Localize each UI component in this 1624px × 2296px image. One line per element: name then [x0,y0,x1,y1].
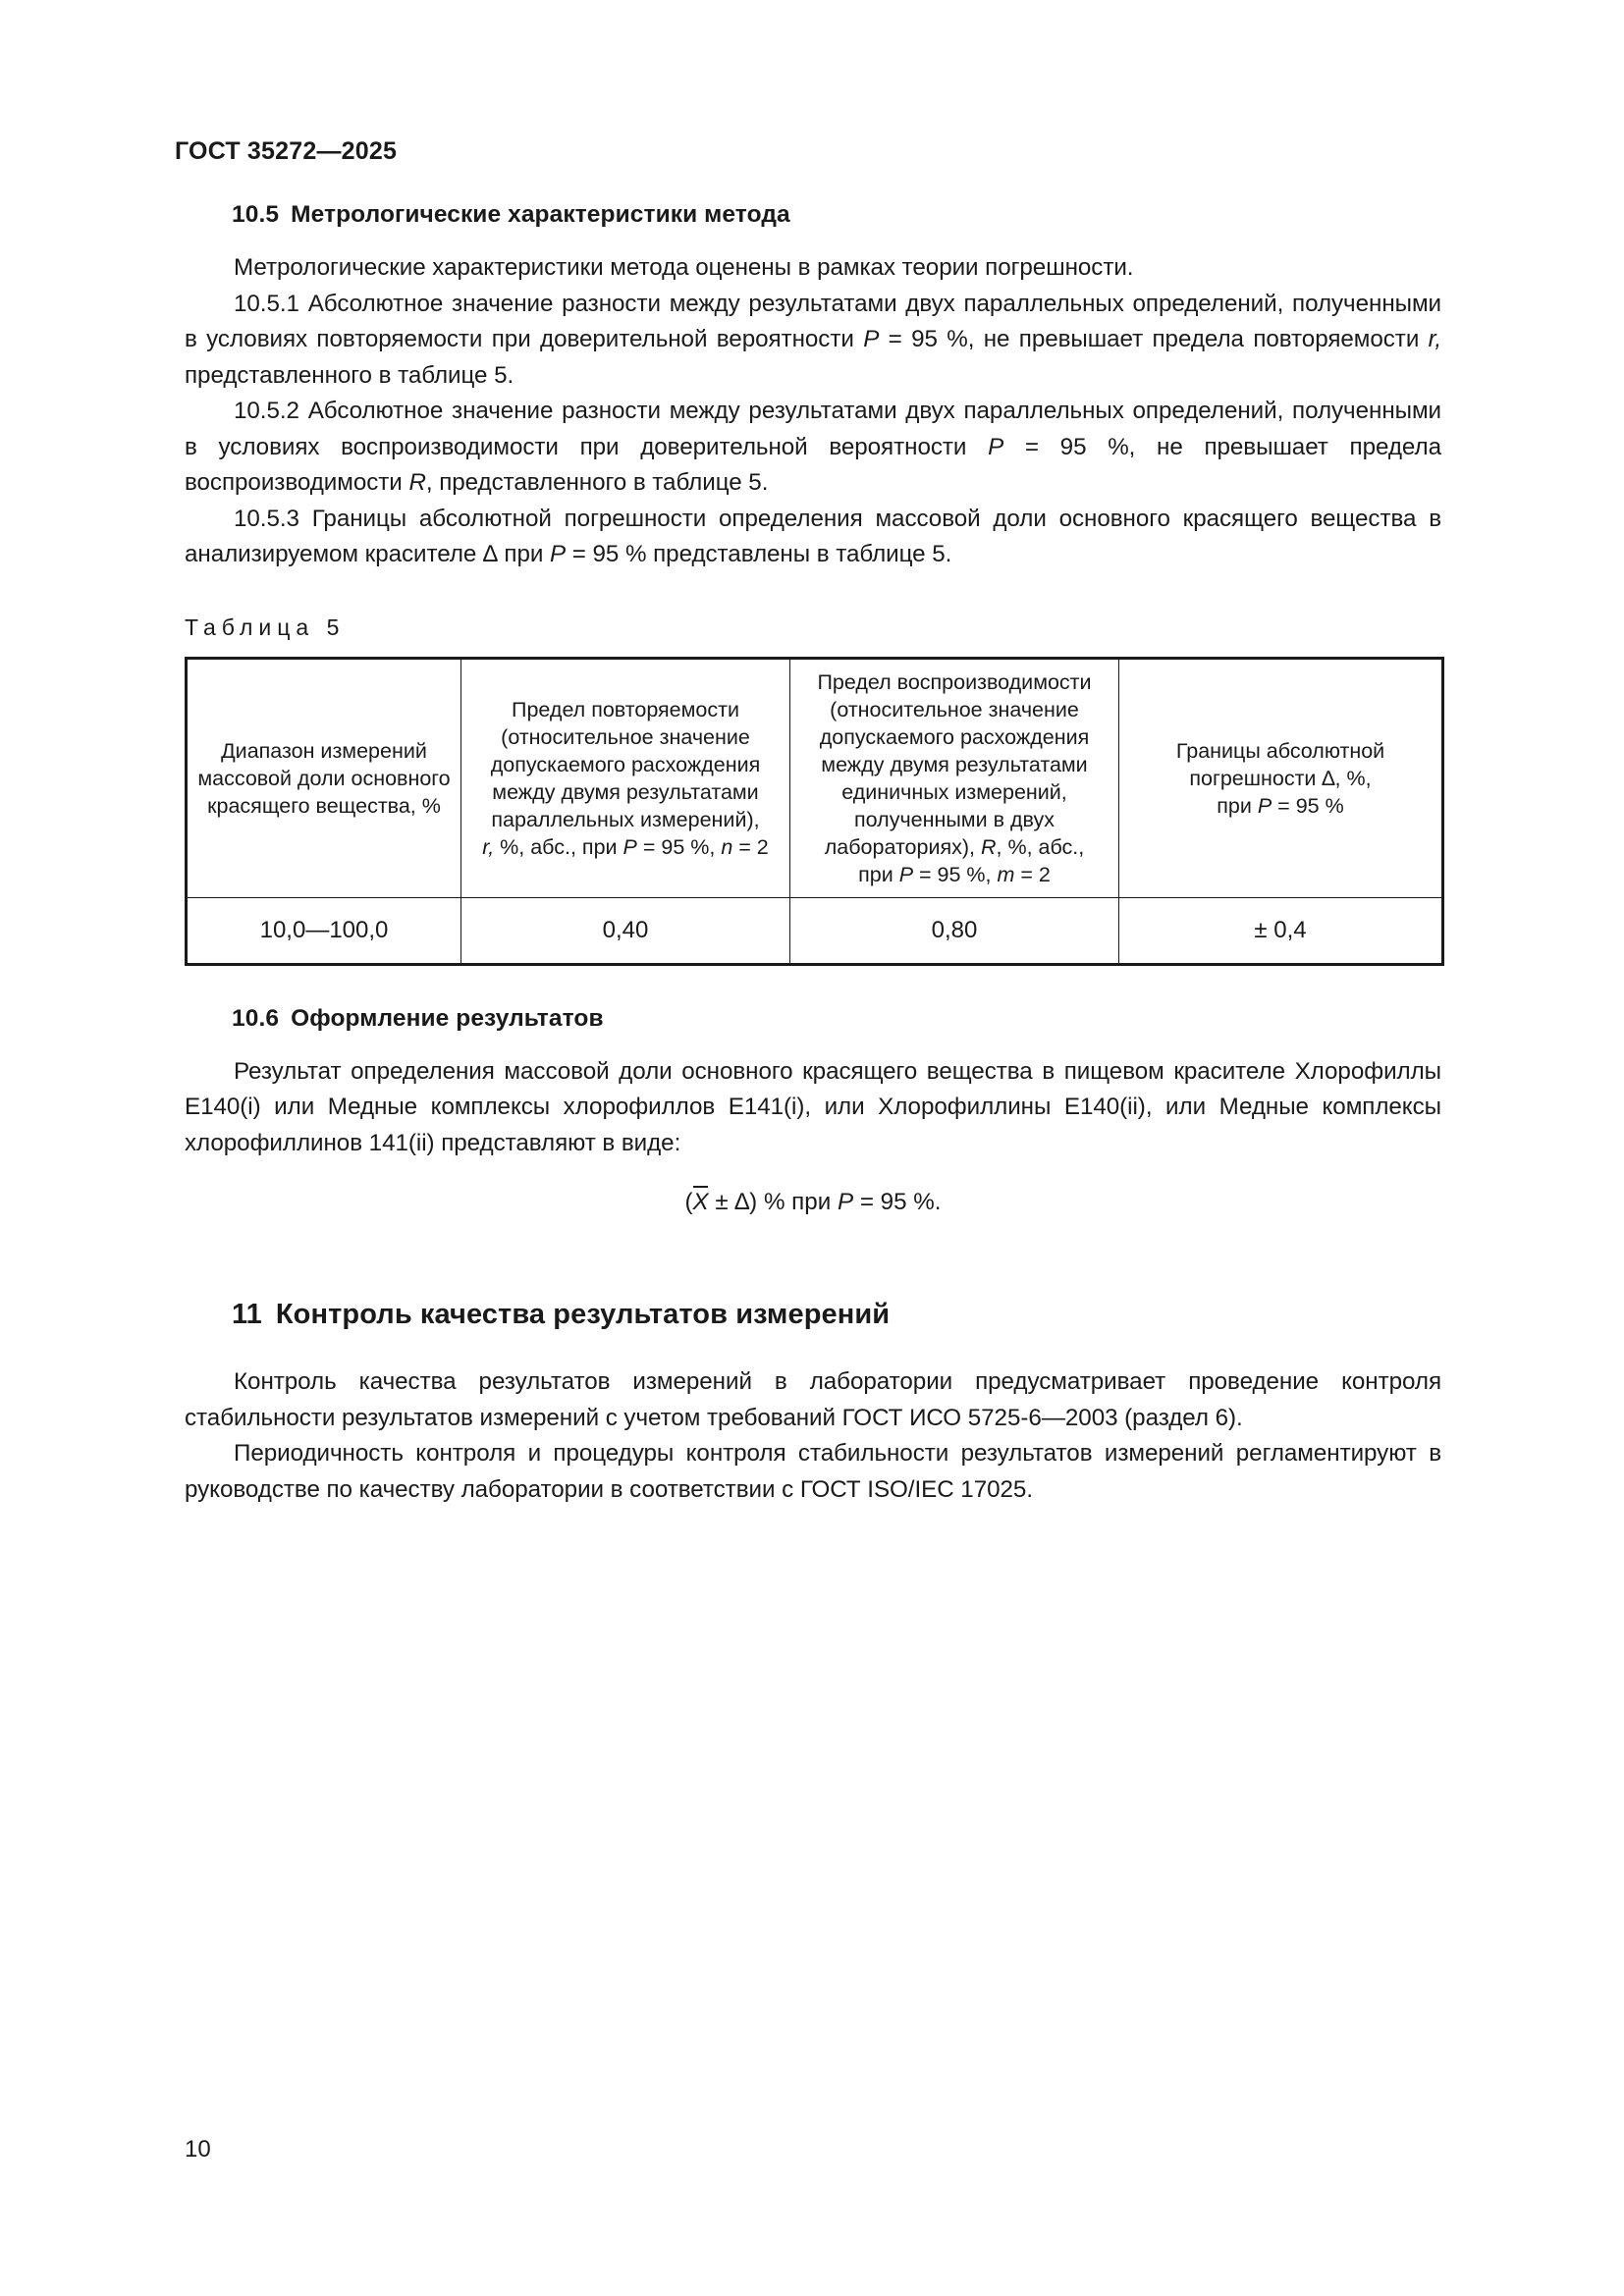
paragraph-10-5-2-text-a: Абсолютное значение разности между результатами двух параллельных определений, полученными в условиях воспроизводимости при доверительной вероятности [185,398,1441,460]
running-header: ГОСТ 35272—2025 [175,137,398,165]
page-number: 10 [185,2136,211,2163]
paragraph-10-5-3 [185,502,1441,573]
paragraph-10-5-1-number: 10.5.1 [234,290,299,317]
paragraph-10-5-1-var-p: P [863,326,880,352]
heading-10-6-number: 10.6 [232,1004,280,1032]
paragraph-10-5-2-var-p: P [988,433,1004,460]
table-header-line: Предел повторяемости [512,697,739,721]
formula-x-mean: X [692,1189,709,1215]
paragraph-10-5-1-text-c: представленного в таблице 5. [185,361,514,389]
paragraph-10-5-1 [185,287,1441,395]
table-caption: Таблица 5 [185,614,346,640]
table-row [187,897,1443,964]
formula-var-p: P [837,1189,854,1215]
paragraph-10-6: Результат определения массовой доли основного красящего вещества в пищевом красителе Хлорофиллы Е140(i) или Медные комплексы хлорофиллов Е141(i), или Хлорофиллины Е140(ii), или Медные комплексы хлорофиллинов 141(ii) представляют в виде: [185,1057,1441,1156]
heading-10-5 [185,201,1441,229]
table-header-line-formula: лабораториях), R, %, абс., [824,834,1085,859]
heading-11 [185,1299,1441,1331]
heading-11-title: Контроль качества результатов измерений [275,1299,891,1330]
table-header-cell-repeatability [461,658,790,897]
heading-11-number: 11 [232,1299,262,1330]
formula-result [185,1189,1441,1216]
heading-10-6 [185,1005,1441,1033]
table-header-line: погрешности ∆, %, [1189,766,1372,790]
table-header-line: допускаемого расхождения [490,752,761,776]
table-cell-abs-error-value: ± 0,4 [1119,897,1443,964]
table-header-line: Предел воспроизводимости [817,669,1092,694]
table-header-line: массовой доли основного [197,766,451,790]
page-content [185,201,1441,1508]
formula-open-paren: ( [684,1189,693,1215]
table-cell-repeatability-value: 0,40 [461,897,790,964]
paragraph-10-5-2-number: 10.5.2 [234,398,299,424]
table-header-line: полученными в двух [854,807,1055,831]
table-cell-range-value: 10,0—100,0 [187,897,461,964]
paragraph-10-5-3-var-p: P [550,541,567,567]
paragraph-10-5-1-var-r: r, [1428,326,1441,352]
table-header-line: параллельных измерений), [491,807,760,831]
paragraph-10-5-2-text-b: = 95 %, не превышает предела воспроизводимости [185,433,1441,496]
table-header-row [187,658,1443,897]
heading-10-5-number: 10.5 [232,201,280,228]
paragraph-10-5-3-text-a: Границы абсолютной погрешности определения массовой доли основного красящего вещества в анализируемом красителе ∆ при [185,505,1441,567]
paragraph-10-5-1-text-b: = 95 %, не превышает предела повторяемости [879,326,1429,352]
paragraph-10-5-2 [185,394,1441,502]
table-header-line-formula: при P = 95 % [1217,793,1344,818]
table-header-line: Границы абсолютной [1175,738,1385,763]
table-header-line: между двумя результатами [821,752,1088,776]
paragraph-10-5-1-text-a: Абсолютное значение разности между результатами двух параллельных определений, полученными в условиях повторяемости при доверительной вероятности [185,290,1441,352]
table-header-cell-range [187,658,461,897]
table-header-line: Диапазон измерений [221,738,427,763]
table-header-cell-reproducibility [790,658,1119,897]
formula-middle: ± ∆) % при [708,1189,838,1215]
table-header-line: между двумя результатами [492,779,759,804]
table-cell-reproducibility-value: 0,80 [790,897,1119,964]
table-header-line-formula: r, %, абс., при P = 95 %, n = 2 [482,834,769,859]
table-header-line: красящего вещества, % [207,793,441,818]
paragraph-10-5-2-var-r: R [408,469,426,496]
heading-10-6-title: Оформление результатов [291,1004,604,1032]
table-header-line: (относительное значение [501,724,750,749]
paragraph-10-5-3-number: 10.5.3 [234,505,299,532]
table-header-line: (относительное значение [830,697,1079,721]
paragraph-10-5-intro: Метрологические характеристики метода оценены в рамках теории погрешности. [234,254,1134,281]
table-header-cell-abs-error [1119,658,1443,897]
table-header-line: допускаемого расхождения [819,724,1090,749]
paragraph-11-1: Контроль качества результатов измерений в лаборатории предусматривает проведение контроля стабильности результатов измерений с учетом требований ГОСТ ИСО 5725-6—2003 (раздел 6). [185,1368,1441,1431]
heading-10-5-title: Метрологические характеристики метода [291,201,790,228]
table-header-line: единичных измерений, [841,779,1067,804]
table-5 [185,657,1444,966]
formula-tail: = 95 %. [853,1189,942,1215]
table-header-line-formula-2: при P = 95 %, m = 2 [858,862,1051,886]
paragraph-11-2: Периодичность контроля и процедуры контроля стабильности результатов измерений регламентируют в руководстве по качеству лаборатории в соответствии с ГОСТ ISO/IEC 17025. [185,1440,1441,1503]
paragraph-10-5-3-text-b: = 95 % представлены в таблице 5. [566,541,952,567]
paragraph-10-5-2-text-c: , представленного в таблице 5. [425,469,769,496]
